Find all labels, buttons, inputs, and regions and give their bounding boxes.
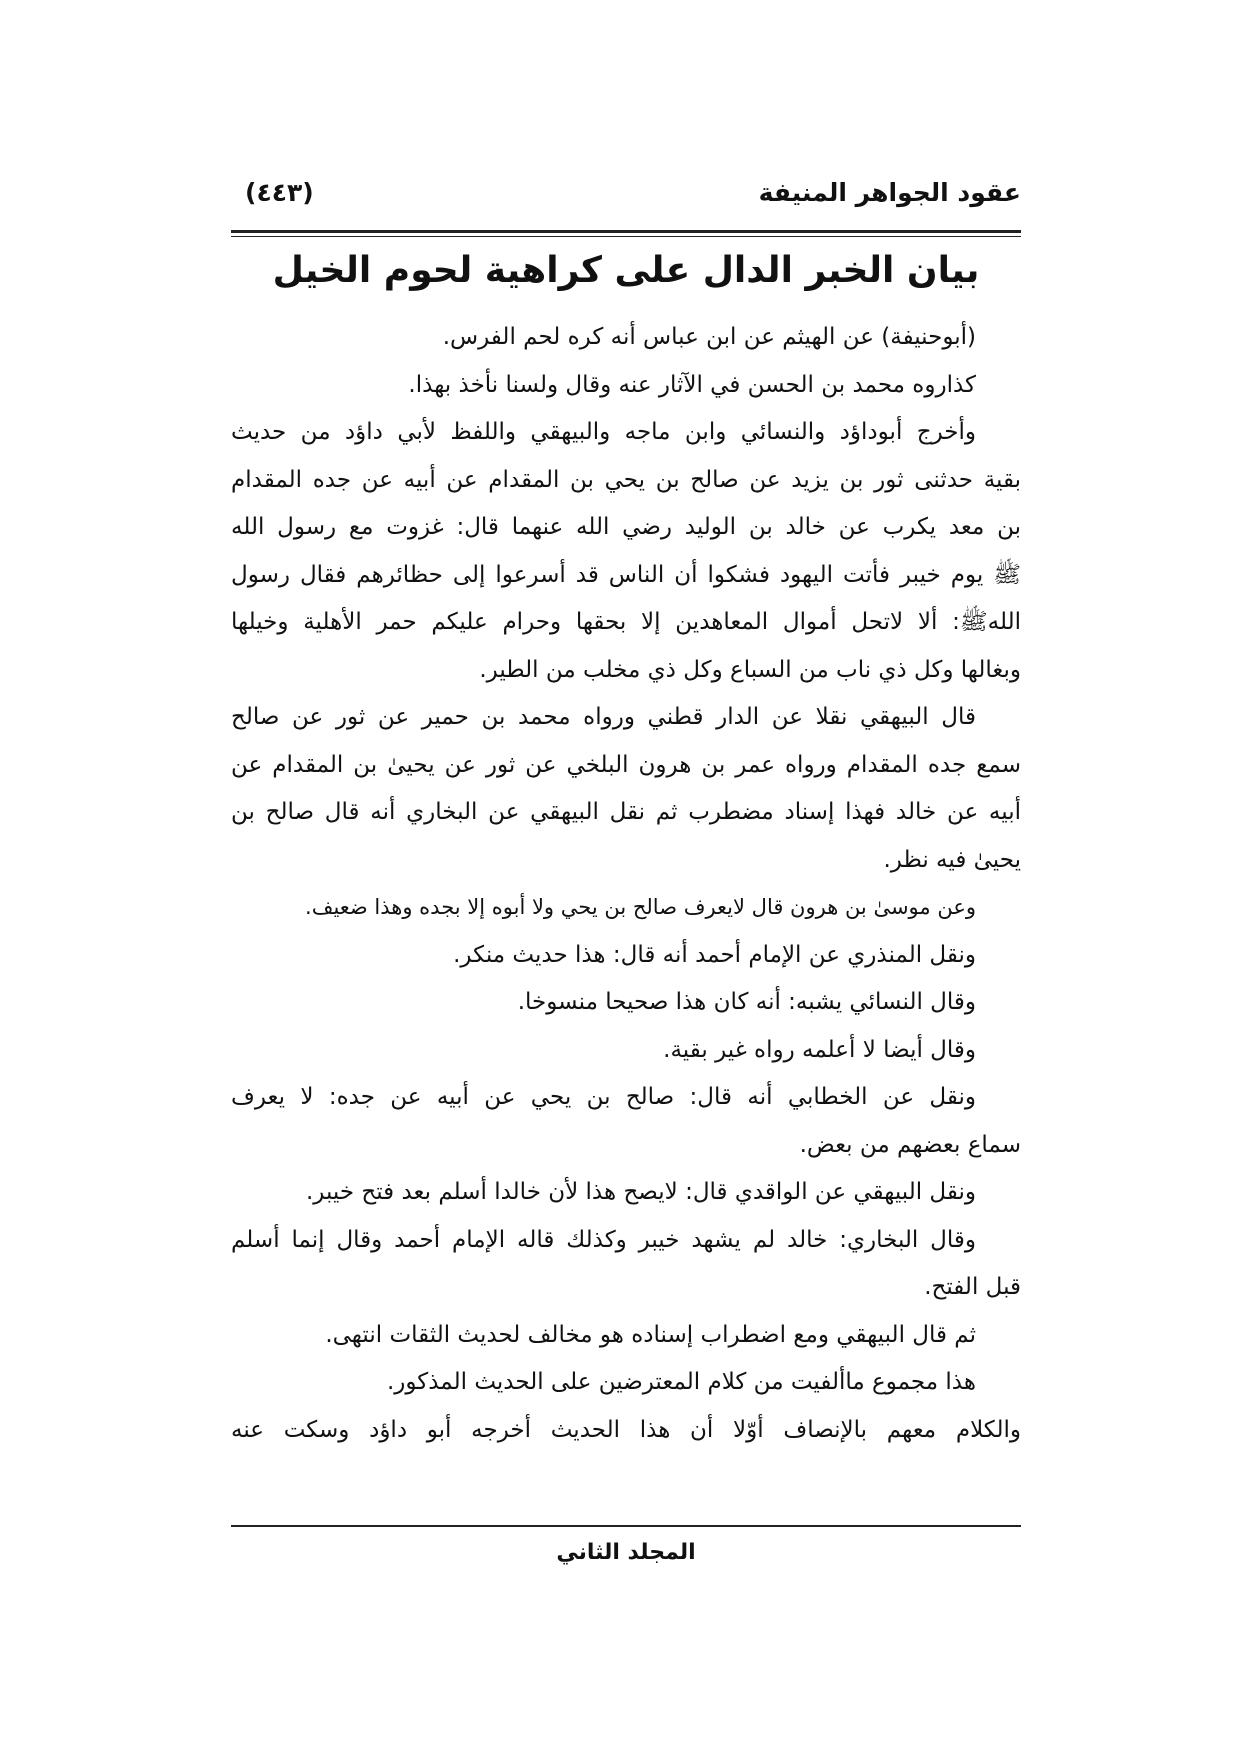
- text-line: ثم قال البيهقي ومع اضطراب إسناده هو مخالف لحديث الثقات انتهى.: [325, 1321, 976, 1348]
- section-title: بيان الخبر الدال على كراهية لحوم الخيل: [272, 250, 980, 291]
- page-header: [231, 178, 1021, 218]
- text-line: كذاروه محمد بن الحسن في الآثار عنه وقال ولسنا نأخذ بهذا.: [408, 371, 976, 398]
- header-rule: [231, 230, 1021, 233]
- text-line: ونقل عن الخطابي أنه قال: صالح بن يحي عن أبيه عن جده: لا يعرف: [231, 1084, 976, 1110]
- text-line: ﷺ يوم خيبر فأتت اليهود فشكوا أن الناس قد أسرعوا إلى حظائرهم فقال رسول: [231, 561, 1021, 588]
- text-line: والكلام معهم بالإنصاف أوّلا أن هذا الحديث أخرجه أبو داؤد وسكت عنه: [231, 1416, 1021, 1443]
- text-line: يحيىٰ فيه نظر.: [883, 846, 1021, 873]
- footer-rule: [231, 1525, 1021, 1527]
- header-rule-thin: [231, 236, 1021, 237]
- text-line: وقال النسائي يشبه: أنه كان هذا صحيحا منسوخا.: [517, 989, 976, 1015]
- text-line: قبل الفتح.: [924, 1274, 1021, 1300]
- text-line: ونقل المنذري عن الإمام أحمد أنه قال: هذا حديث منكر.: [453, 941, 976, 968]
- text-line: هذا مجموع ماألفيت من كلام المعترضين على الحديث المذكور.: [386, 1369, 976, 1395]
- text-line: سماع بعضهم من بعض.: [799, 1131, 1021, 1158]
- text-line: بن معد يكرب عن خالد بن الوليد رضي الله عنهما قال: غزوت مع رسول الله: [231, 514, 1021, 540]
- text-line: اللهﷺ: ألا لاتحل أموال المعاهدين إلا بحقها وحرام عليكم حمر الأهلية وخيلها: [231, 609, 1021, 635]
- text-line: أبيه عن خالد فهذا إسناد مضطرب ثم نقل البيهقي عن البخاري أنه قال صالح بن: [231, 799, 1021, 825]
- text-line: وقال البخاري: خالد لم يشهد خيبر وكذلك قاله الإمام أحمد وقال إنما أسلم: [231, 1226, 976, 1253]
- text-line: (أبوحنيفة) عن الهيثم عن ابن عباس أنه كره لحم الفرس.: [442, 324, 976, 350]
- text-line: وعن موسىٰ بن هرون قال لايعرف صالح بن يحي ولا أبوه إلا بجده وهذا ضعيف.: [305, 895, 976, 919]
- text-line: سمع جده المقدام ورواه عمر بن هرون البلخي عن ثور عن يحيىٰ بن المقدام عن: [231, 751, 1021, 778]
- text-line: ونقل البيهقي عن الواقدي قال: لايصح هذا لأن خالدا أسلم بعد فتح خيبر.: [305, 1179, 976, 1205]
- body-text: [231, 314, 1021, 1454]
- text-line: وأخرج أبوداؤد والنسائي وابن ماجه والبيهقي واللفظ لأبي داؤد من حديث: [231, 419, 976, 445]
- text-line: وبغالها وكل ذي ناب من السباع وكل ذي مخلب من الطير.: [479, 656, 1021, 683]
- text-line: بقية حدثنى ثور بن يزيد عن صالح بن يحي بن المقدام عن أبيه عن جده المقدام: [231, 466, 1021, 493]
- volume-footer: المجلد الثاني: [556, 1540, 696, 1565]
- running-title: عقود الجواهر المنيفة: [758, 178, 1021, 207]
- page-number: (٤٤٣): [245, 178, 314, 207]
- text-line: قال البيهقي نقلا عن الدار قطني ورواه محمد بن حمير عن ثور عن صالح: [231, 704, 976, 730]
- text-line: وقال أيضا لا أعلمه رواه غير بقية.: [663, 1036, 976, 1063]
